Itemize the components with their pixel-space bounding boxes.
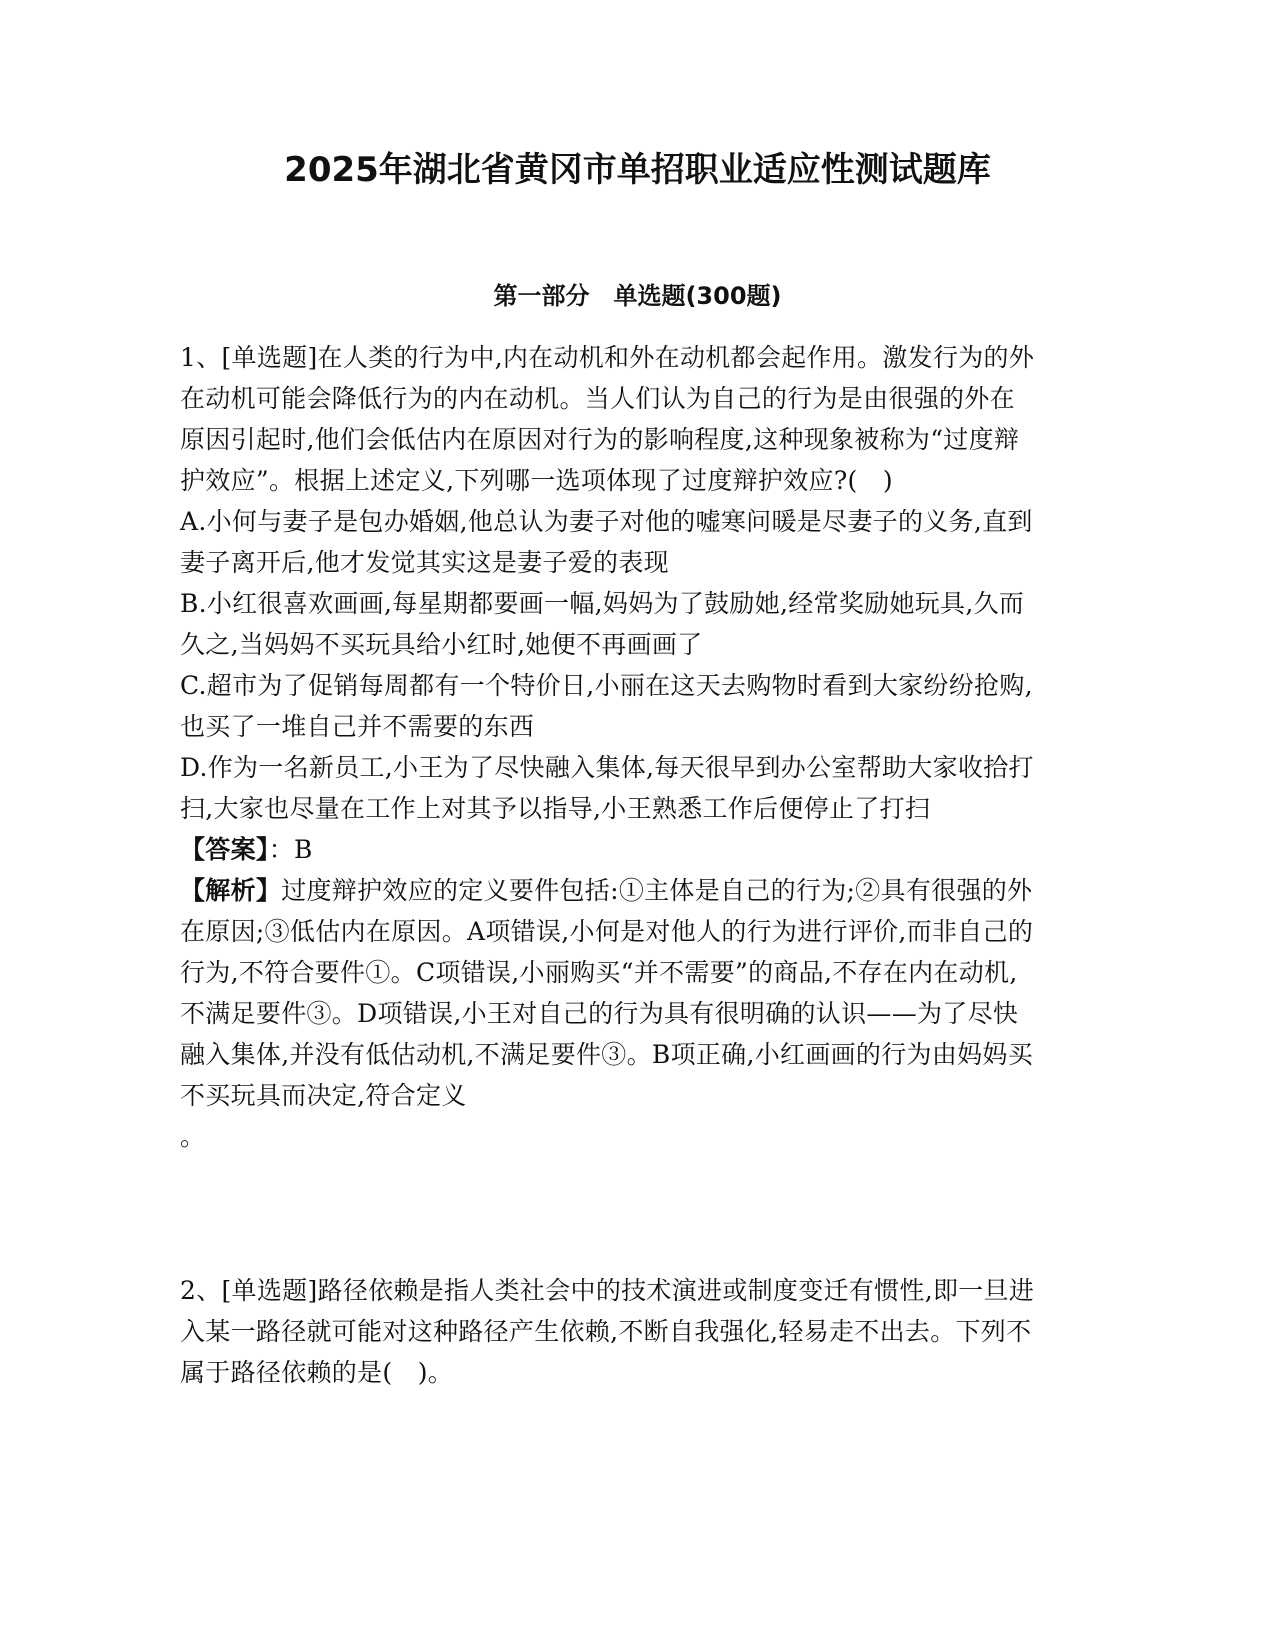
- question-1-option-c: C.超市为了促销每周都有一个特价日,小丽在这天去购物时看到大家纷纷抢购,也买了一堆自己并不需要的东西: [180, 671, 1033, 741]
- analysis-tail: 。: [180, 1122, 206, 1151]
- question-1-option-b: B.小红很喜欢画画,每星期都要画一幅,妈妈为了鼓励她,经常奖励她玩具,久而久之,当妈妈不买玩具给小红时,她便不再画画了: [180, 589, 1025, 659]
- question-1-answer: [180, 829, 1035, 870]
- question-1-stem: 1、[单选题]在人类的行为中,内在动机和外在动机都会起作用。激发行为的外在动机可能会降低行为的内在动机。当人们认为自己的行为是由很强的外在原因引起时,他们会低估内在原因对行为的影响程度,这种现象被称为“过度辩护效应”。根据上述定义,下列哪一选项体现了过度辩护效应?( ): [180, 343, 1035, 495]
- answer-value: B: [294, 835, 313, 864]
- question-1-option-a: A.小何与妻子是包办婚姻,他总认为妻子对他的嘘寒问暖是尽妻子的义务,直到妻子离开后,他才发觉其实这是妻子爱的表现: [180, 507, 1033, 577]
- question-1: [180, 337, 1035, 1157]
- question-1-option-d: D.作为一名新员工,小王为了尽快融入集体,每天很早到办公室帮助大家收拾打扫,大家也尽量在工作上对其予以指导,小王熟悉工作后便停止了打扫: [180, 753, 1034, 823]
- analysis-text: 过度辩护效应的定义要件包括:①主体是自己的行为;②具有很强的外在原因;③低估内在原因。A项错误,小何是对他人的行为进行评价,而非自己的行为,不符合要件①。C项错误,小丽购买“并不需要”的商品,不存在内在动机,不满足要件③。D项错误,小王对自己的行为具有很明确的认识——为了尽快融入集体,并没有低估动机,不满足要件③。B项正确,小红画画的行为由妈妈买不买玩具而决定,符合定义: [180, 876, 1034, 1110]
- section-heading: 第一部分 单选题(300题): [493, 282, 782, 310]
- question-2-stem: 2、[单选题]路径依赖是指人类社会中的技术演进或制度变迁有惯性,即一旦进入某一路径就可能对这种路径产生依赖,不断自我强化,轻易走不出去。下列不属于路径依赖的是( )。: [180, 1276, 1035, 1387]
- analysis-label: 【解析】: [180, 876, 282, 905]
- document-title: 2025年湖北省黄冈市单招职业适应性测试题库: [284, 150, 991, 190]
- question-2: [180, 1270, 1035, 1393]
- question-1-analysis: [180, 870, 1035, 1116]
- answer-label: 【答案】: [180, 835, 269, 864]
- answer-separator: ：: [268, 835, 295, 864]
